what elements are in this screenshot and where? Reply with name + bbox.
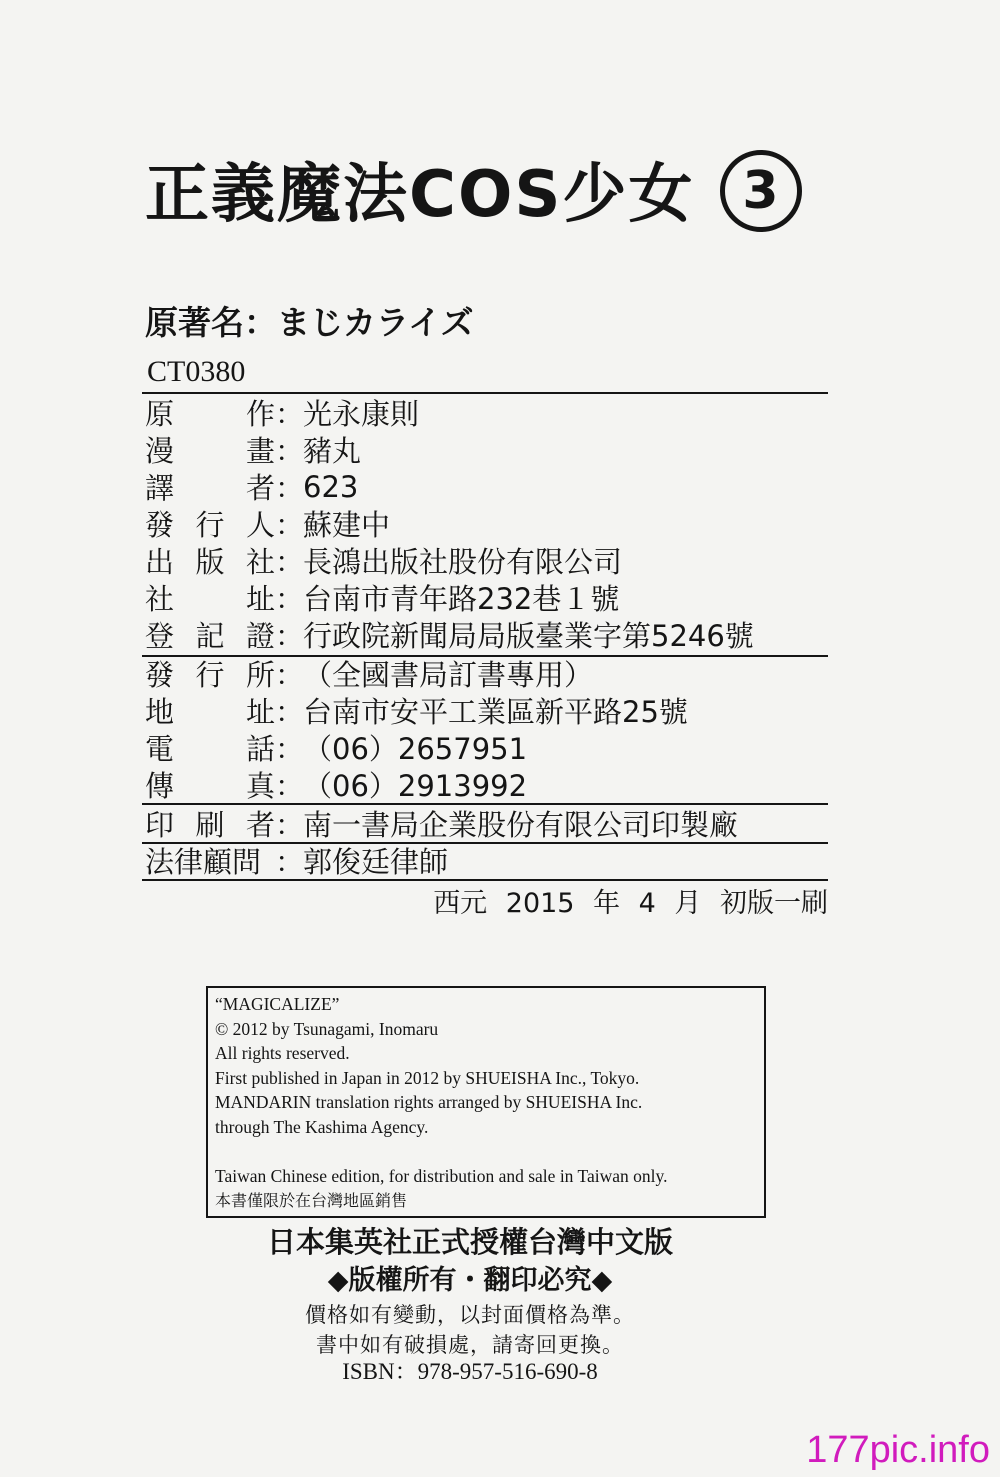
credit-label: 電 話 [145, 732, 275, 766]
license-line: All rights reserved. [215, 1043, 350, 1064]
credit-label: 出 版 社 [145, 545, 275, 579]
distribution-notice: Taiwan Chinese edition, for distribution and sale in Taiwan only. [215, 1166, 668, 1187]
original-title [145, 300, 474, 346]
credit-value: 郭俊廷律師 [303, 845, 449, 879]
credit-row [145, 579, 835, 616]
credit-value: 豬丸 [303, 434, 362, 468]
credit-value: （06）2913992 [303, 769, 528, 803]
credit-value: 長鴻出版社股份有限公司 [303, 545, 623, 579]
credit-colon: ： [275, 845, 305, 879]
authorization-statement: 日本集英社正式授權台灣中文版 [266, 1225, 673, 1259]
watermark-link[interactable]: 177pic.info [806, 1429, 990, 1471]
license-line: First published in Japan in 2012 by SHUEISHA Inc., Tokyo. [215, 1067, 640, 1088]
credit-colon: ： [275, 545, 305, 579]
book-title [145, 150, 802, 240]
catalog-code: CT0380 [147, 355, 246, 388]
credit-label: 漫 畫 [145, 434, 275, 468]
license-box [206, 986, 766, 1218]
credit-row [145, 505, 835, 542]
credit-colon: ： [275, 582, 305, 616]
original-title-label: 原著名 [145, 303, 244, 342]
credit-colon: ： [275, 732, 305, 766]
credit-colon: ： [275, 695, 305, 729]
credit-label: 發 行 所 [145, 658, 275, 692]
credit-label: 譯 者 [145, 471, 275, 505]
credit-value: 南一書局企業股份有限公司印製廠 [303, 808, 739, 842]
credit-value: （全國書局訂書專用） [303, 658, 594, 692]
credit-value: 行政院新聞局局版臺業字第5246號 [303, 619, 754, 653]
credit-colon: ： [275, 619, 305, 653]
credit-label: 登 記 證 [145, 619, 275, 653]
credit-colon: ： [275, 808, 305, 842]
credit-value: （06）2657951 [303, 732, 528, 766]
original-title-colon: ： [244, 303, 277, 342]
credit-row [145, 766, 835, 803]
credit-label: 地 址 [145, 695, 275, 729]
credit-value: 台南市青年路232巷１號 [303, 582, 620, 616]
credit-row [145, 468, 835, 505]
credit-row [145, 655, 835, 692]
credit-row [145, 729, 835, 766]
credits-group-distributor [145, 655, 835, 803]
credit-row [145, 805, 835, 842]
credit-label: 社 址 [145, 582, 275, 616]
license-line: MANDARIN translation rights arranged by SHUEISHA Inc. [215, 1092, 643, 1113]
credit-row [145, 692, 835, 729]
credit-value: 623 [303, 469, 359, 504]
credit-label: 法律顧問 [145, 845, 262, 879]
divider-bottom [142, 879, 828, 881]
credit-label: 發 行 人 [145, 508, 275, 542]
divider-printer [142, 842, 828, 844]
publication-date: 西元 2015 年 4 月 初版一刷 [433, 888, 828, 919]
damage-note: 書中如有破損處，請寄回更換。 [316, 1333, 624, 1357]
credit-label: 原 作 [145, 397, 275, 431]
license-line: “MAGICALIZE” [215, 994, 340, 1014]
isbn: ISBN：978-957-516-690-8 [342, 1359, 598, 1384]
credit-value: 光永康則 [303, 397, 420, 431]
credit-colon: ： [275, 769, 305, 803]
book-title-text: 正義魔法COS少女 [145, 158, 695, 232]
credit-row [145, 616, 835, 653]
credit-row [145, 394, 835, 431]
credit-colon: ： [275, 434, 305, 468]
credit-colon: ： [275, 508, 305, 542]
credit-row [145, 431, 835, 468]
credits-group-publisher [145, 394, 835, 653]
credit-row [145, 542, 835, 579]
original-title-value: まじカライズ [277, 303, 474, 342]
credit-colon: ： [275, 471, 305, 505]
price-note: 價格如有變動，以封面價格為準。 [305, 1303, 635, 1327]
volume-number-badge: 3 [720, 150, 802, 232]
license-line: © 2012 by Tsunagami, Inomaru [215, 1018, 439, 1039]
copyright-notice: ◆版權所有・翻印必究◆ [327, 1265, 613, 1296]
credit-label: 傳 真 [145, 769, 275, 803]
credit-label: 印 刷 者 [145, 808, 275, 842]
credit-colon: ： [275, 658, 305, 692]
distribution-notice-chinese: 本書僅限於在台灣地區銷售 [215, 1190, 408, 1210]
credit-colon: ： [275, 397, 305, 431]
credit-row [145, 842, 835, 879]
credit-value: 台南市安平工業區新平路25號 [303, 695, 688, 729]
credit-value: 蘇建中 [303, 508, 391, 542]
license-spacer [215, 1140, 756, 1165]
license-line: through The Kashima Agency. [215, 1116, 429, 1137]
